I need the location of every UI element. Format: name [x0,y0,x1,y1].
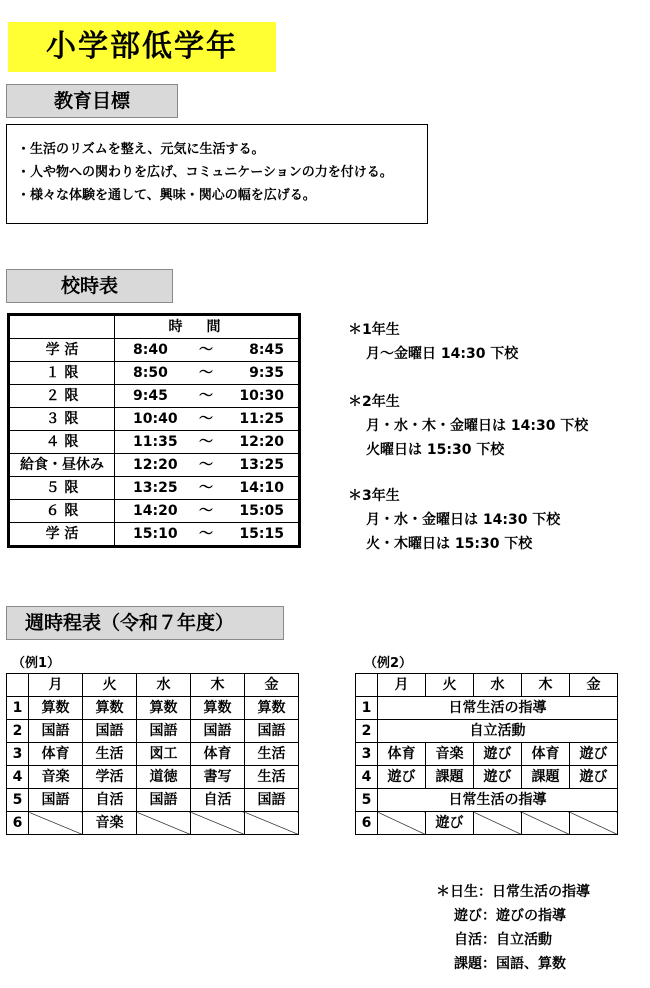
period-number: 2 [356,720,378,743]
table-row [7,812,299,835]
time-header: 時間 [115,315,300,339]
subject-cell: 遊び [474,766,522,789]
period-label: １ 限 [9,362,115,385]
subject-cell: 算数 [137,697,191,720]
subject-cell: 算数 [29,697,83,720]
grade2-heading: ＊2年生 [348,394,400,410]
page-title: 小学部低学年 [8,22,276,72]
end-time: 10:30 [239,388,284,404]
end-time: 11:25 [239,411,284,427]
end-time: 8:45 [249,342,284,358]
subject-cell: 自活 [191,789,245,812]
subject-cell: 図工 [137,743,191,766]
table-row [7,766,299,789]
grade1-line: 月～金曜日 14:30 下校 [366,346,519,362]
day-header: 水 [137,674,191,697]
period-label: ６ 限 [9,500,115,523]
table-row [9,385,300,408]
subject-cell: 体育 [29,743,83,766]
subject-cell: 国語 [137,789,191,812]
example2-label: （例2） [364,656,413,671]
subject-cell: 国語 [245,789,299,812]
subject-cell: 音楽 [29,766,83,789]
table-row [7,743,299,766]
end-time: 15:05 [239,503,284,519]
empty-slash-cell [378,812,426,835]
period-label: ３ 限 [9,408,115,431]
legend-item: 自活：自立活動 [454,932,552,948]
subject-cell: 国語 [29,720,83,743]
start-time: 8:40 [133,342,168,358]
end-time: 14:10 [239,480,284,496]
period-number: 2 [7,720,29,743]
period-number: 4 [7,766,29,789]
subject-cell: 国語 [137,720,191,743]
table-row [9,500,300,523]
dismissal-notes [348,318,589,556]
subject-cell: 遊び [426,812,474,835]
weekly-heading: 週時程表（令和７年度） [6,606,284,640]
grade2-line: 月・水・木・金曜日は 14:30 下校 [366,418,589,434]
start-time: 11:35 [133,434,178,450]
period-number: 3 [356,743,378,766]
empty-slash-cell [570,812,618,835]
goals-box [6,124,428,224]
goal-item: ・様々な体験を通して、興味・関心の幅を広げる。 [17,188,316,203]
end-time: 12:20 [239,434,284,450]
table-row [7,674,299,697]
wave-dash: ～ [199,388,213,404]
subject-cell: 算数 [83,697,137,720]
start-time: 14:20 [133,503,178,519]
day-header: 月 [378,674,426,697]
subject-cell: 体育 [522,743,570,766]
subject-cell: 遊び [570,743,618,766]
wave-dash: ～ [199,457,213,473]
wave-dash: ～ [199,434,213,450]
subject-cell: 音楽 [426,743,474,766]
table-row [356,674,618,697]
subject-cell: 遊び [378,766,426,789]
subject-cell: 遊び [474,743,522,766]
wave-dash: ～ [199,526,213,542]
subject-cell: 遊び [570,766,618,789]
day-header: 水 [474,674,522,697]
subject-cell: 自活 [83,789,137,812]
wave-dash: ～ [199,365,213,381]
table-row [7,789,299,812]
table-row [356,720,618,743]
table-row [356,743,618,766]
wave-dash: ～ [199,503,213,519]
goal-item: ・生活のリズムを整え、元気に生活する。 [17,142,265,157]
example1-label: （例1） [12,656,61,671]
subject-cell: 課題 [426,766,474,789]
legend-item: 課題：国語、算数 [454,956,566,972]
start-time: 12:20 [133,457,178,473]
start-time: 15:10 [133,526,178,542]
period-number: 1 [356,697,378,720]
subject-cell: 音楽 [83,812,137,835]
period-label: 学 活 [9,523,115,547]
subject-cell: 国語 [29,789,83,812]
day-header: 木 [191,674,245,697]
subject-cell: 国語 [245,720,299,743]
empty-slash-cell [29,812,83,835]
subject-cell: 体育 [191,743,245,766]
table-row [7,720,299,743]
empty-slash-cell [522,812,570,835]
table-row [9,523,300,547]
empty-slash-cell [474,812,522,835]
day-header: 金 [245,674,299,697]
day-header: 木 [522,674,570,697]
subject-cell: 書写 [191,766,245,789]
weekly-schedule-example1 [6,673,299,835]
table-row [356,766,618,789]
table-row [356,812,618,835]
goal-item: ・人や物への関わりを広げ、コミュニケーションの力を付ける。 [17,165,393,180]
period-number: 1 [7,697,29,720]
timetable-heading: 校時表 [6,269,173,303]
empty-slash-cell [245,812,299,835]
period-label: 学 活 [9,339,115,362]
table-row [9,454,300,477]
period-label: ２ 限 [9,385,115,408]
merged-subject-cell: 日常生活の指導 [378,789,618,812]
subject-cell: 生活 [245,766,299,789]
table-row [7,697,299,720]
wave-dash: ～ [199,411,213,427]
period-number: 5 [7,789,29,812]
period-number: 6 [356,812,378,835]
table-row [9,315,300,339]
merged-subject-cell: 日常生活の指導 [378,697,618,720]
period-timetable [7,313,301,548]
period-label: ５ 限 [9,477,115,500]
wave-dash: ～ [199,480,213,496]
day-header: 火 [426,674,474,697]
day-header: 月 [29,674,83,697]
subject-cell: 生活 [245,743,299,766]
table-row [9,339,300,362]
legend-item: 遊び：遊びの指導 [454,908,566,924]
day-header: 金 [570,674,618,697]
subject-cell: 算数 [191,697,245,720]
period-number: 3 [7,743,29,766]
subject-cell: 道徳 [137,766,191,789]
period-number: 6 [7,812,29,835]
period-number: 5 [356,789,378,812]
subject-cell: 体育 [378,743,426,766]
period-label: 給食・昼休み [9,454,115,477]
end-time: 9:35 [249,365,284,381]
end-time: 13:25 [239,457,284,473]
grade2-line: 火曜日は 15:30 下校 [366,442,505,458]
start-time: 13:25 [133,480,178,496]
end-time: 15:15 [239,526,284,542]
empty-slash-cell [137,812,191,835]
table-row [9,477,300,500]
grade3-line: 月・水・金曜日は 14:30 下校 [366,512,561,528]
merged-subject-cell: 自立活動 [378,720,618,743]
period-number: 4 [356,766,378,789]
table-row [356,789,618,812]
start-time: 10:40 [133,411,178,427]
subject-cell: 生活 [83,743,137,766]
subject-cell: 算数 [245,697,299,720]
subject-cell: 国語 [191,720,245,743]
grade3-line: 火・木曜日は 15:30 下校 [366,536,533,552]
grade1-heading: ＊1年生 [348,322,400,338]
legend-item: ＊日生：日常生活の指導 [436,884,590,900]
subject-cell: 課題 [522,766,570,789]
subject-cell: 国語 [83,720,137,743]
wave-dash: ～ [199,342,213,358]
day-header: 火 [83,674,137,697]
grade3-heading: ＊3年生 [348,488,400,504]
start-time: 8:50 [133,365,168,381]
table-row [9,362,300,385]
table-row [356,697,618,720]
start-time: 9:45 [133,388,168,404]
subject-cell: 学活 [83,766,137,789]
table-row [9,431,300,454]
weekly-schedule-example2 [355,673,618,835]
abbreviation-legend [436,880,590,976]
goals-heading: 教育目標 [6,84,178,118]
empty-slash-cell [191,812,245,835]
period-label: ４ 限 [9,431,115,454]
table-row [9,408,300,431]
